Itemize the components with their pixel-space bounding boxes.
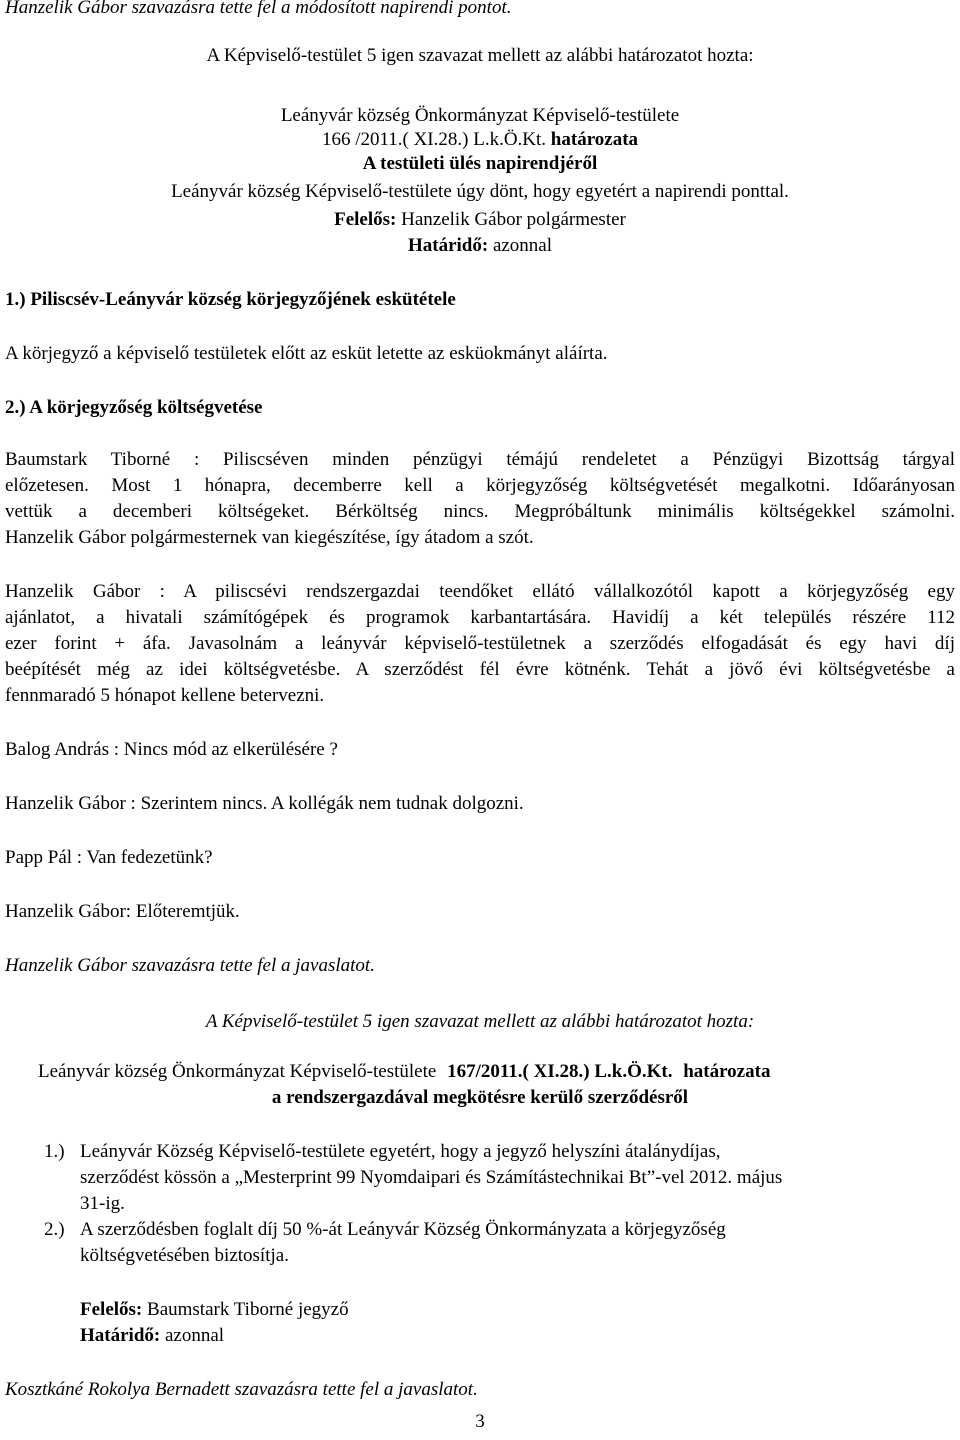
question-papp: Papp Pál : Van fedezetünk? bbox=[5, 847, 213, 868]
resolution-166-number: 166 /2011.( XI.28.) L.k.Ö.Kt. bbox=[321, 129, 547, 150]
deadline-value: azonnal bbox=[492, 235, 553, 256]
resolution-166-responsible bbox=[0, 208, 960, 232]
paragraph-line: Hanzelik Gábor polgármesternek van kiegészítése, így átadom a szót. bbox=[5, 527, 534, 548]
responsible-value: Baumstark Tiborné jegyző bbox=[147, 1299, 349, 1320]
item-1-text: A körjegyző a képviselő testületek előtt az esküt letette az esküokmányt aláírta. bbox=[5, 343, 608, 364]
page-number: 3 bbox=[475, 1411, 485, 1432]
resolution-167-deadline bbox=[80, 1324, 224, 1348]
point-1-line: szerződést kössön a „Mesterprint 99 Nyomdaipari és Számítástechnikai Bt”-vel 2012. május bbox=[80, 1167, 783, 1188]
vote-proposal-item-2: Hanzelik Gábor szavazásra tette fel a javaslatot. bbox=[5, 955, 375, 976]
resolution-167-body: Leányvár község Önkormányzat Képviselő-testülete bbox=[38, 1061, 437, 1082]
resolution-167-number: 167/2011.( XI.28.) L.k.Ö.Kt. bbox=[447, 1061, 673, 1082]
point-2-number: 2.) bbox=[44, 1219, 65, 1240]
resolution-166-body: Leányvár község Önkormányzat Képviselő-testülete bbox=[280, 105, 680, 126]
paragraph-line: előzetesen. Most 1 hónapra, decemberre kell a körjegyzőség költségvetését megalkotni. Időarányosan bbox=[5, 475, 955, 496]
paragraph-line: vettük a decemberi költségeket. Bérköltség nincs. Megpróbáltunk minimális költségekkel számolni. bbox=[5, 501, 955, 522]
vote-proposal-modified-agenda: Hanzelik Gábor szavazásra tette fel a módosított napirendi pontot. bbox=[5, 0, 512, 18]
paragraph-line: Hanzelik Gábor : A piliscsévi rendszergazdai teendőket ellátó vállalkozótól kapott a körjegyzőség egy bbox=[5, 581, 955, 602]
deadline-value: azonnal bbox=[164, 1325, 225, 1346]
vote-result-167: A Képviselő-testület 5 igen szavazat mellett az alábbi határozatot hozta: bbox=[205, 1011, 755, 1032]
point-1-number: 1.) bbox=[44, 1141, 65, 1162]
item-1-number: 1.) bbox=[5, 289, 26, 310]
resolution-167-header bbox=[38, 1060, 770, 1084]
resolution-167-subject: a rendszergazdával megkötésre kerülő szerződésről bbox=[271, 1087, 689, 1108]
point-1-line: Leányvár Község Képviselő-testülete egyetért, hogy a jegyző helyszíni átalánydíjas, bbox=[80, 1141, 721, 1162]
deadline-label: Határidő: bbox=[80, 1325, 161, 1346]
item-1-heading bbox=[5, 288, 456, 312]
resolution-166-header bbox=[0, 128, 960, 152]
resolution-166-word: határozata bbox=[550, 129, 639, 150]
point-2-line: A szerződésben foglalt díj 50 %-át Leányvár Község Önkormányzata a körjegyzőség bbox=[80, 1219, 726, 1240]
responsible-label: Felelős: bbox=[334, 209, 397, 230]
resolution-166-deadline bbox=[0, 234, 960, 258]
resolution-167-responsible bbox=[80, 1298, 349, 1322]
point-1-line: 31-ig. bbox=[80, 1193, 125, 1214]
paragraph-line: fennmaradó 5 hónapot kellene betervezni. bbox=[5, 685, 325, 706]
resolution-167-word: határozata bbox=[683, 1061, 771, 1082]
paragraph-line: beépítését még az idei költségvetésbe. A szerződést fél évre kötnénk. Tehát a jövő évi költségvetésbe a bbox=[5, 659, 955, 680]
paragraph-line: ezer forint + áfa. Javasolnám a leányvár képviselő-testületnek a szerződés elfogadását és egy havi díj bbox=[5, 633, 955, 654]
responsible-label: Felelős: bbox=[80, 1299, 143, 1320]
resolution-166-subject: A testületi ülés napirendjéről bbox=[362, 153, 598, 174]
item-1-title: Piliscsév-Leányvár község körjegyzőjének eskütétele bbox=[30, 289, 456, 310]
vote-result-166: A Képviselő-testület 5 igen szavazat mellett az alábbi határozatot hozta: bbox=[206, 45, 754, 66]
answer-hanzelik-2: Hanzelik Gábor: Előteremtjük. bbox=[5, 901, 240, 922]
responsible-value: Hanzelik Gábor polgármester bbox=[401, 209, 626, 230]
paragraph-line: ajánlatot, a hivatali számítógépek és programok karbantartására. Havidíj a két település részére 112 bbox=[5, 607, 955, 628]
item-2-number: 2.) bbox=[5, 397, 26, 418]
answer-hanzelik-1: Hanzelik Gábor : Szerintem nincs. A kollégák nem tudnak dolgozni. bbox=[5, 793, 524, 814]
closing-vote-proposal: Kosztkáné Rokolya Bernadett szavazásra tette fel a javaslatot. bbox=[5, 1379, 478, 1400]
deadline-label: Határidő: bbox=[407, 235, 489, 256]
paragraph-line: Baumstark Tiborné : Piliscséven minden pénzügyi témájú rendeletet a Pénzügyi Bizottság tárgyal bbox=[5, 449, 955, 470]
item-2-heading bbox=[5, 396, 263, 420]
resolution-166-text: Leányvár község Képviselő-testülete úgy dönt, hogy egyetért a napirendi ponttal. bbox=[171, 181, 789, 202]
point-2-line: költségvetésében biztosítja. bbox=[80, 1245, 289, 1266]
question-balog: Balog András : Nincs mód az elkerülésére ? bbox=[5, 739, 338, 760]
item-2-title: A körjegyzőség költségvetése bbox=[29, 397, 263, 418]
